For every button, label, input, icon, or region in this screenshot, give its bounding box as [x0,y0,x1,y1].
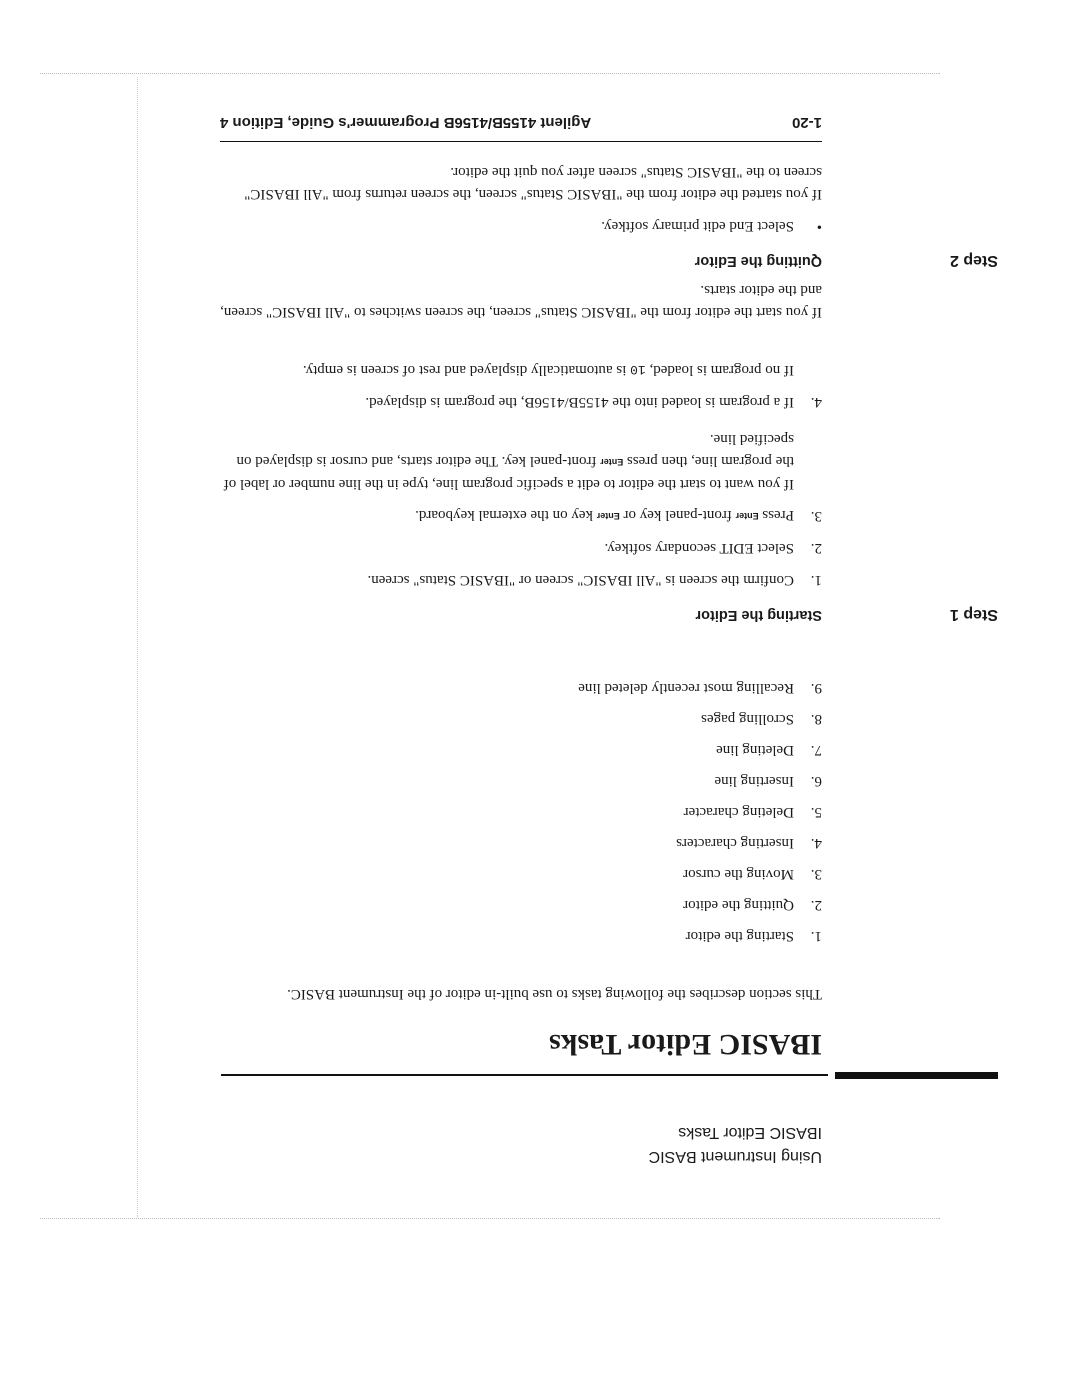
task-list [222,668,822,947]
list-item: 9. Recalling most recently deleted line [578,680,822,696]
page-title: IBASIC Editor Tasks [549,1028,822,1061]
list-item: 3. Moving the cursor [683,866,822,882]
list-item: 2. Quitting the editor [683,897,822,913]
page-number: 1-20 [791,114,822,131]
footer-rule [220,141,822,142]
step-2-content [212,161,822,237]
step-1-note: If you want to start the editor to edit a specific program line, type in the line number or label of the program line, then press Enter front-panel key. The editor starts, and cursor is displayed on specified line. [223,431,794,492]
list-item: 4. Inserting characters [676,835,822,851]
list-item: 1. Starting the editor [685,928,822,944]
scan-edge-bottom [40,73,940,74]
step-1-content [212,279,822,591]
enter-key-label: Enter [596,511,620,521]
list-item: 3. Press Enter front-panel key or Enter key on the external keyboard. [415,507,822,524]
intro-paragraph: This section describes the following tasks to use built-in editor of the Instrument BASIC. [287,986,822,1002]
enter-key-label: Enter [735,511,759,521]
bullet-icon: • [816,218,822,234]
step-1-note-2: If no program is loaded, 10 is automatically displayed and rest of screen is empty. [302,362,794,378]
scan-edge-top [40,1218,940,1219]
enter-key-label: Enter [600,457,624,467]
list-item: 8. Scrolling pages [701,711,822,727]
step-2-heading: Quitting the Editor [694,253,822,269]
list-item: 5. Deleting character [683,804,822,820]
step-1-label: Step 1 [949,606,998,623]
title-rule-thick [835,1072,998,1079]
list-item: • Select End edit primary softkey. [212,205,822,237]
list-item: 1. Confirm the screen is "All IBASIC" screen or "IBASIC Status" screen. [367,572,822,588]
list-item: 2. Select EDIT secondary softkey. [604,540,822,556]
running-header-section: Using Instrument BASIC [648,1148,822,1165]
step-2-label: Step 2 [949,252,998,269]
running-header-subsection: IBASIC Editor Tasks [678,1124,822,1141]
list-item: 4. If a program is loaded into the 4155B/4156B, the program is displayed. [365,394,822,410]
step-1-heading: Starting the Editor [695,607,822,623]
step-2-note: If you started the editor from the "IBASIC Status" screen, the screen returns from "All IBASIC" screen to the "IBASIC Status" screen after you quit the editor. [244,164,822,202]
scan-edge-side [137,77,138,1217]
step-1-note-3: If you start the editor from the "IBASIC Status" screen, the screen switches to "All IBASIC" screen, and the editor starts. [220,282,822,320]
footer-book-title: Agilent 4155B/4156B Programmer's Guide, Edition 4 [220,114,592,131]
list-item: 6. Inserting line [714,773,822,789]
list-item: 7. Deleting line [716,742,822,758]
title-rule-thin [221,1074,828,1076]
